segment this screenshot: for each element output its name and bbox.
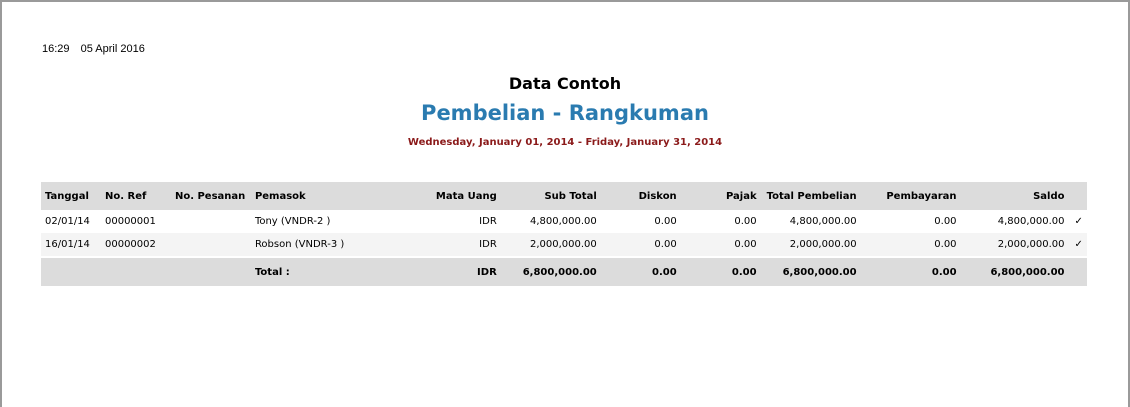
total-saldo: 6,800,000.00 [961,258,1069,286]
table-header [41,182,1087,210]
report-period: Wednesday, January 01, 2014 - Friday, January 31, 2014 [407,137,723,148]
cell-no-ref: 00000001 [104,216,156,227]
col-saldo: Saldo [961,182,1069,210]
cell-no-pesanan [171,210,251,233]
cell-diskon: 0.00 [601,233,681,256]
total-pajak: 0.00 [681,258,761,286]
cell-saldo: 2,000,000.00 [961,233,1069,256]
cell-tanggal: 16/01/14 [41,233,101,256]
col-no-ref: No. Ref [101,182,171,210]
checkmark-icon: ✓ [1069,233,1088,256]
cell-pembayaran: 0.00 [934,216,957,227]
purchase-summary-table [41,182,1087,286]
cell-pajak: 0.00 [734,216,757,227]
cell-sub-total: 4,800,000.00 [529,216,597,227]
total-total-pembelian: 6,800,000.00 [761,258,861,286]
cell-pemasok: Robson (VNDR-3 ) [251,233,411,256]
cell-mata-uang: IDR [411,233,501,256]
cell-no-pesanan [171,233,251,256]
print-date: 05 April 2016 [80,43,145,55]
report-title: Pembelian - Rangkuman [421,101,709,125]
total-row [41,258,1087,286]
cell-no-ref: 00000002 [101,233,171,256]
col-no-pesanan: No. Pesanan [171,182,251,210]
total-label: Total : [251,258,411,286]
col-pajak: Pajak [681,182,761,210]
cell-pembayaran: 0.00 [861,233,961,256]
col-tanggal: Tanggal [41,182,101,210]
col-sub-total: Sub Total [501,182,601,210]
cell-sub-total: 2,000,000.00 [501,233,601,256]
col-diskon: Diskon [601,182,681,210]
table-row [41,233,1087,256]
cell-tanggal: 02/01/14 [45,216,90,227]
company-name: Data Contoh [508,74,622,93]
col-mata-uang: Mata Uang [411,182,501,210]
cell-pemasok: Tony (VNDR-2 ) [254,216,331,227]
col-total-pembelian: Total Pembelian [761,182,861,210]
col-pemasok: Pemasok [251,182,411,210]
col-pembayaran: Pembayaran [861,182,961,210]
table-row [41,210,1087,233]
cell-pajak: 0.00 [681,233,761,256]
print-time: 16:29 [42,43,70,55]
col-mark [1069,182,1088,210]
print-timestamp [42,43,153,55]
total-diskon: 0.00 [601,258,681,286]
cell-saldo: 4,800,000.00 [997,216,1065,227]
cell-total-pembelian: 4,800,000.00 [789,216,857,227]
cell-mata-uang: IDR [479,216,497,227]
cell-diskon: 0.00 [654,216,677,227]
total-pembayaran: 0.00 [861,258,961,286]
cell-total-pembelian: 2,000,000.00 [761,233,861,256]
checkmark-icon: ✓ [1074,216,1083,227]
total-mata-uang: IDR [411,258,501,286]
total-sub-total: 6,800,000.00 [501,258,601,286]
